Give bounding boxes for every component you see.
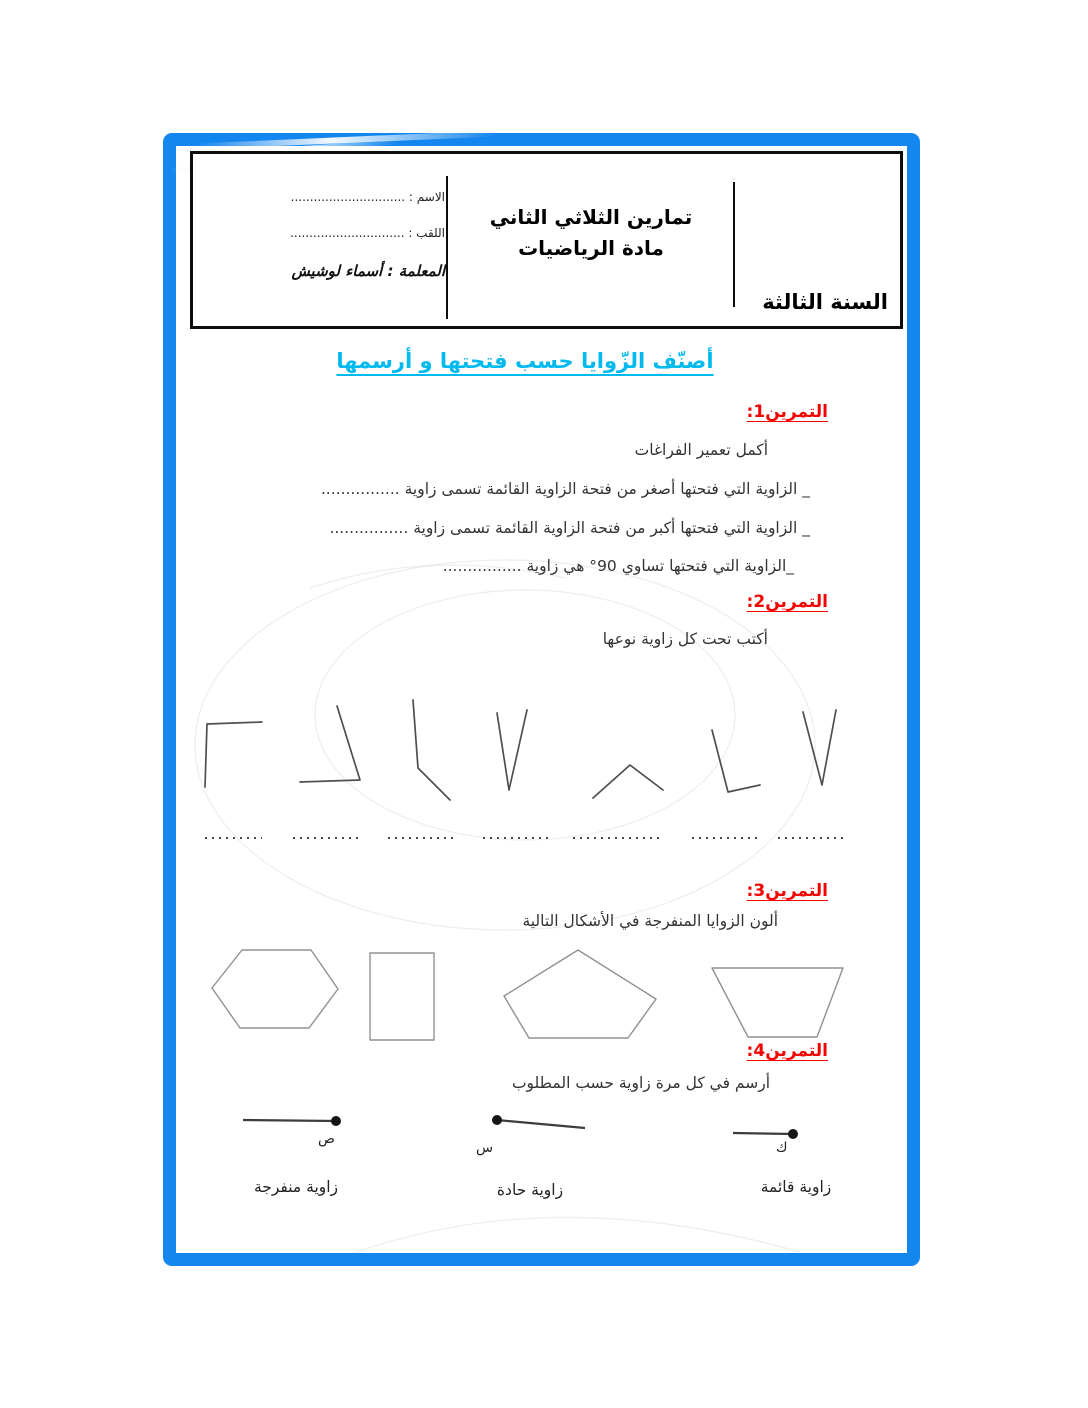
worksheet-title-line2: مادة الرياضيات (518, 236, 664, 260)
angle-type-label-acute: زاوية حادة (496, 1181, 564, 1199)
worksheet-title-line1: تمارين الثلاثي الثاني (489, 205, 693, 229)
angle-type-label-obtuse: زاوية منفرجة (253, 1178, 339, 1196)
worksheet-title-block (455, 202, 727, 264)
header-divider (733, 182, 735, 307)
exercise4-heading: التمرين4: (746, 1041, 828, 1061)
exercise1-line2: _ الزاوية التي فتحتها أكبر من فتحة الزاوية القائمة تسمى زاوية ................ (329, 519, 810, 537)
lesson-title: أصنّف الزّوايا حسب فتحتها و أرسمها (336, 349, 714, 373)
exercise1-intro: أكمل تعمير الفراغات (634, 441, 768, 459)
student-info-block (197, 190, 445, 280)
exercise2-heading: التمرين2: (746, 592, 828, 612)
ray-point-label-s: س (476, 1140, 494, 1156)
header-box (190, 151, 903, 329)
angle-type-label-right: زاوية قائمة (760, 1178, 832, 1196)
grade-label: السنة الثالثة (762, 290, 888, 314)
exercise1-line3: _الزاوية التي فتحتها تساوي 90° هي زاوية ................ (442, 557, 794, 575)
header-divider (446, 176, 448, 319)
exercise3-intro: ألون الزوايا المنفرجة في الأشكال التالية (522, 912, 778, 930)
surname-field: اللقب : .............................. (290, 226, 445, 240)
exercise1-line1: _ الزاوية التي فتحتها أصغر من فتحة الزاوية القائمة تسمى زاوية ................ (320, 480, 810, 498)
exercise2-intro: أكتب تحت كل زاوية نوعها (602, 630, 768, 648)
exercise3-heading: التمرين3: (746, 881, 828, 901)
teacher-field: المعلمة : أسماء لوشيش (291, 262, 445, 280)
name-field: الاسم : .............................. (290, 190, 445, 204)
ray-point-label-sad: ص (318, 1131, 335, 1147)
exercise4-intro: أرسم في كل مرة زاوية حسب المطلوب (511, 1074, 770, 1092)
ray-point-label-k: ك (776, 1140, 788, 1156)
exercise1-heading: التمرين1: (746, 402, 828, 422)
